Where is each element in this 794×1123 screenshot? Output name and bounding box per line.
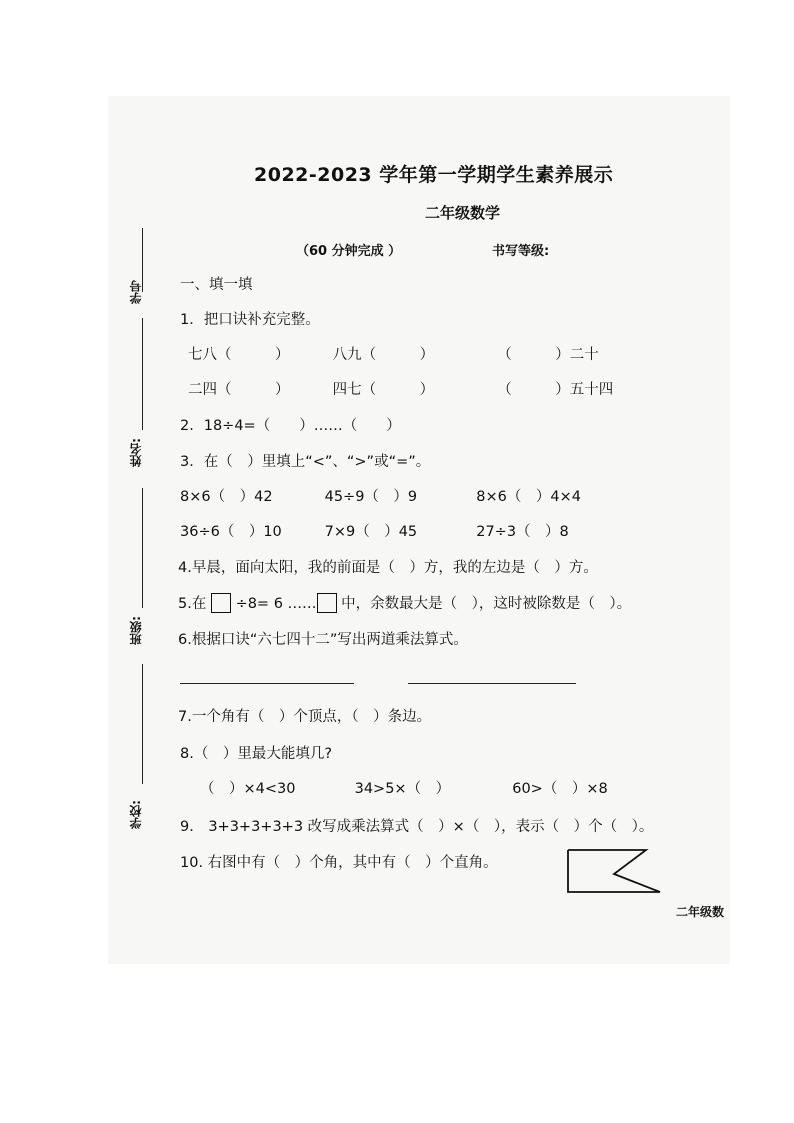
margin-label-school: 学校:: [129, 800, 143, 829]
question-8: 8.（ ）里最大能填几?: [180, 746, 333, 762]
compare-item[interactable]: 45÷9（ ）9: [324, 489, 418, 505]
blank-item[interactable]: （ ）五十四: [497, 382, 614, 398]
question-5-suffix[interactable]: 中，余数最大是（ ），这时被除数是（ ）。: [341, 596, 632, 612]
compare-item[interactable]: 8×6（ ）42: [180, 489, 273, 505]
answer-box-icon[interactable]: [317, 593, 337, 613]
time-note: （60 分钟完成 ）: [296, 244, 402, 259]
question-3-row-1: [180, 485, 581, 506]
margin-label-name: 姓名:: [129, 438, 143, 467]
margin-line: [142, 318, 143, 430]
question-3-row-2: [180, 520, 569, 541]
answer-line-1[interactable]: [180, 683, 354, 684]
question-10[interactable]: 10. 右图中有（ ）个角，其中有（ ）个直角。: [180, 855, 498, 871]
margin-label-student-id: 学号: [129, 280, 143, 304]
question-7[interactable]: 7.一个角有（ ）个顶点，（ ）条边。: [178, 709, 432, 725]
question-5: [178, 592, 631, 613]
fill-item[interactable]: 60>（ ）×8: [512, 781, 608, 797]
question-3: 3．在（ ）里填上“<”、“>”或“=”。: [180, 454, 431, 470]
figure-outline: [568, 850, 660, 892]
fill-item[interactable]: 34>5×（ ）: [354, 781, 451, 797]
section-heading: 一、填一填: [180, 277, 253, 293]
compare-item[interactable]: 8×6（ ）4×4: [476, 489, 581, 505]
blank-item[interactable]: 四七（ ）: [332, 382, 435, 398]
blank-item[interactable]: 二四（ ）: [188, 382, 290, 398]
blank-item[interactable]: （ ）二十: [497, 347, 599, 363]
margin-label-class: 班级:: [129, 616, 143, 645]
compare-item[interactable]: 36÷6（ ）10: [180, 524, 282, 540]
margin-line: [142, 664, 143, 784]
question-6: 6.根据口诀“六七四十二”写出两道乘法算式。: [178, 632, 468, 648]
question-1-row-1: [188, 343, 599, 364]
question-8-items: [200, 777, 608, 798]
answer-box-icon[interactable]: [211, 593, 231, 613]
question-1-row-2: [188, 378, 613, 399]
question-2[interactable]: 2．18÷4=（ ）……（ ）: [180, 418, 401, 434]
blank-item[interactable]: 八九（ ）: [332, 347, 435, 363]
question-1: 1．把口诀补充完整。: [180, 312, 320, 328]
blank-item[interactable]: 七八（ ）: [188, 347, 290, 363]
question-5-middle: ÷8= 6 ……: [235, 596, 317, 612]
fill-item[interactable]: （ ）×4<30: [200, 781, 296, 797]
answer-line-2[interactable]: [408, 683, 576, 684]
exam-subtitle: 二年级数学: [425, 204, 501, 222]
question-4[interactable]: 4.早晨，面向太阳，我的前面是（ ）方，我的左边是（ ）方。: [178, 560, 598, 576]
angle-figure: [562, 846, 666, 896]
handwriting-grade-label: 书写等级:: [492, 244, 550, 259]
compare-item[interactable]: 27÷3（ ）8: [476, 524, 569, 540]
compare-item[interactable]: 7×9（ ）45: [324, 524, 418, 540]
question-5-prefix: 5.在: [178, 596, 207, 612]
footer-page-label: 二年级数: [676, 905, 725, 919]
margin-line: [142, 488, 143, 608]
exam-title: 2022-2023 学年第一学期学生素养展示: [254, 164, 614, 186]
question-9[interactable]: 9. 3+3+3+3+3 改写成乘法算式（ ）×（ ），表示（ ）个（ ）。: [180, 819, 654, 835]
